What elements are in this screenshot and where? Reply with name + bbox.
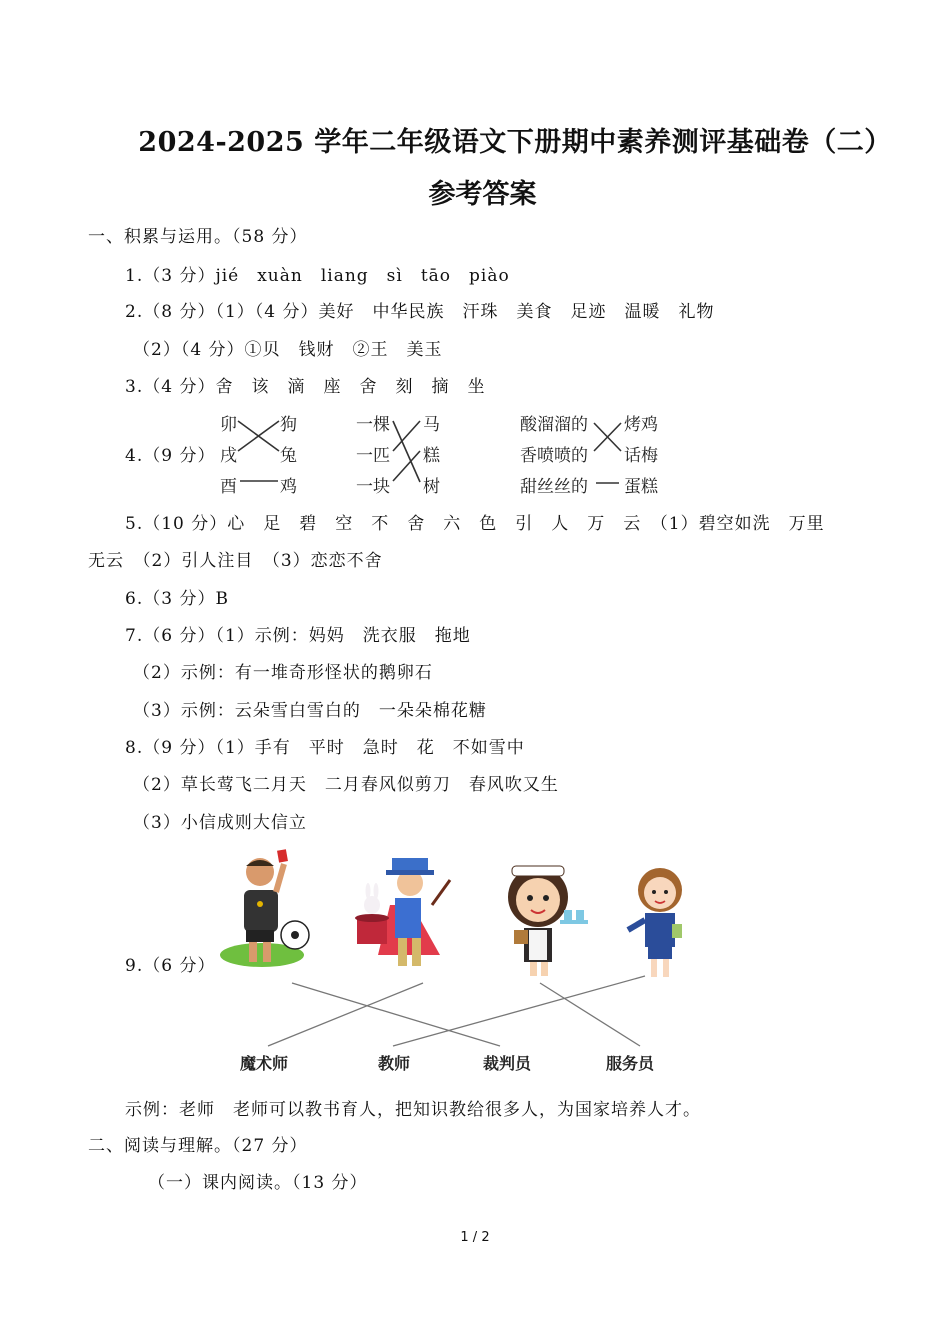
match-right-word: 蛋糕 — [624, 477, 658, 497]
match-left-word: 一匹 — [356, 446, 390, 466]
answer-q5-line2: 无云 （2）引人注目 （3）恋恋不舍 — [88, 551, 383, 571]
match-right-word: 树 — [423, 477, 440, 497]
match-right-word: 鸡 — [280, 477, 297, 497]
answer-q2-part2: （2）（4 分）①贝 钱财 ②王 美玉 — [133, 340, 443, 360]
waitress-illustration — [508, 866, 588, 976]
match-right-word: 马 — [423, 415, 440, 435]
answer-q4-label: 4.（9 分） — [125, 446, 216, 466]
referee-illustration — [220, 849, 309, 967]
q9-word-teacher: 教师 — [378, 1054, 411, 1073]
answer-q6: 6.（3 分）B — [125, 589, 229, 609]
match-right-word: 话梅 — [624, 446, 658, 466]
answer-q3: 3.（4 分）舍 该 滴 座 舍 刻 摘 坐 — [125, 377, 486, 397]
match-left-word: 酸溜溜的 — [520, 415, 588, 435]
answer-q9-example: 示例：老师 老师可以教书育人，把知识教给很多人，为国家培养人才。 — [125, 1100, 701, 1120]
match-left-word: 酉 — [220, 477, 237, 497]
section-1-heading: 一、积累与运用。（58 分） — [88, 227, 308, 247]
document-subtitle: 参考答案 — [428, 179, 537, 210]
q9-word-service-staff: 服务员 — [606, 1054, 655, 1073]
answer-q5-line1: 5.（10 分）心 足 碧 空 不 舍 六 色 引 人 万 云 （1）碧空如洗 万里 — [125, 514, 825, 534]
match-left-word: 一块 — [356, 477, 390, 497]
match-left-word: 香喷喷的 — [520, 446, 588, 466]
answer-q2-part1: 2.（8 分）（1）（4 分）美好 中华民族 汗珠 美食 足迹 温暖 礼物 — [125, 302, 715, 322]
section-2-subheading: （一）课内阅读。（13 分） — [148, 1173, 368, 1193]
answer-q8-part1: 8.（9 分）（1）手有 平时 急时 花 不如雪中 — [125, 738, 525, 758]
page-number: 1 / 2 — [460, 1230, 490, 1245]
match-left-word: 甜丝丝的 — [520, 477, 588, 497]
answer-q7-part1: 7.（6 分）（1）示例：妈妈 洗衣服 拖地 — [125, 626, 471, 646]
match-right-word: 糕 — [423, 446, 440, 466]
match-left-word: 戌 — [220, 446, 237, 466]
answer-q8-part3: （3）小信成则大信立 — [133, 813, 307, 833]
document-title: 2024-2025 学年二年级语文下册期中素养测评基础卷（二） — [138, 127, 892, 158]
match-left-word: 一棵 — [356, 415, 390, 435]
answer-q1: 1.（3 分）jié xuàn liang sì tāo piào — [125, 266, 510, 286]
section-2-heading: 二、阅读与理解。（27 分） — [88, 1136, 308, 1156]
match-right-word: 烤鸡 — [624, 415, 658, 435]
answer-q8-part2: （2）草长莺飞二月天 二月春风似剪刀 春风吹又生 — [133, 775, 559, 795]
service-staff-illustration — [628, 868, 682, 977]
answer-q9-label: 9.（6 分） — [125, 956, 216, 976]
match-right-word: 兔 — [280, 446, 297, 466]
match-left-word: 卯 — [220, 415, 237, 435]
magician-illustration — [355, 858, 450, 966]
answer-q7-part3: （3）示例：云朵雪白雪白的 一朵朵棉花糖 — [133, 701, 487, 721]
answer-q7-part2: （2）示例：有一堆奇形怪状的鹅卵石 — [133, 663, 433, 683]
q9-word-referee: 裁判员 — [483, 1054, 532, 1073]
q9-word-magician: 魔术师 — [240, 1054, 289, 1073]
match-right-word: 狗 — [280, 415, 297, 435]
q9-match-lines — [268, 976, 645, 1046]
